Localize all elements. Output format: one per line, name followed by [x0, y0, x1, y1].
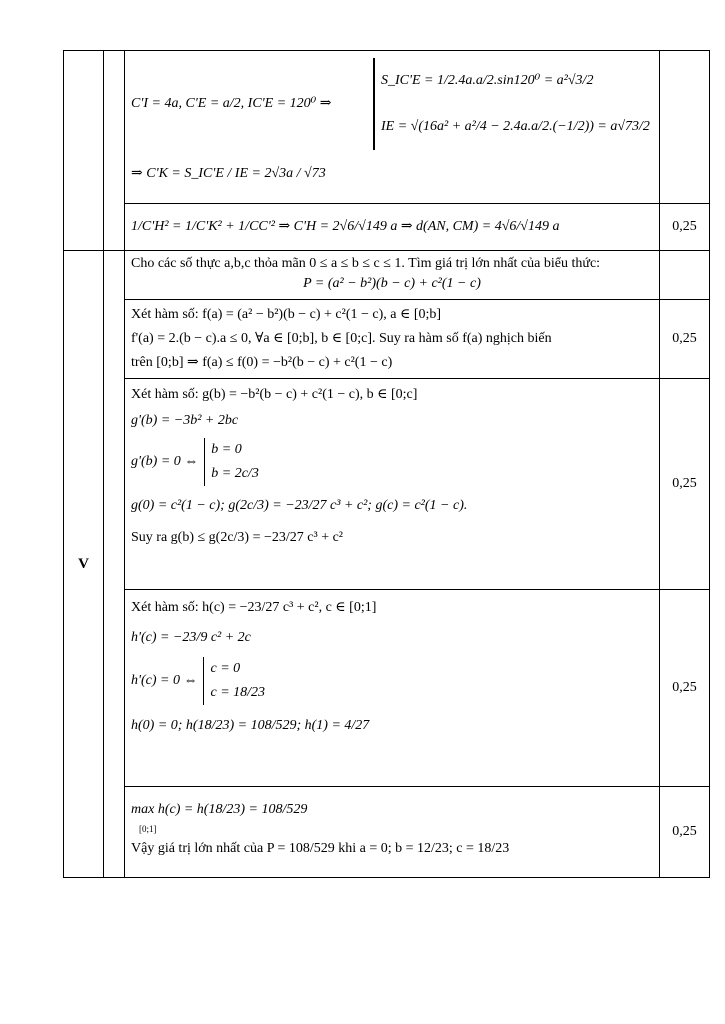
step-g-line1: Xét hàm số: g(b) = −b²(b − c) + c²(1 − c), b ∈ [0;c]	[131, 387, 418, 402]
score-cell: 0,25	[660, 590, 710, 787]
blank-cell	[104, 51, 125, 251]
problem-statement: Cho các số thực a,b,c thỏa mãn 0 ≤ a ≤ b ≤ c ≤ 1. Tìm giá trị lớn nhất của biểu thức:	[131, 256, 601, 271]
step-h-critical	[131, 657, 653, 705]
step-f-body	[125, 300, 660, 379]
distance-body	[125, 204, 660, 251]
step-max-body	[125, 787, 660, 878]
step-h-body	[125, 590, 660, 787]
step-g-bracket	[204, 438, 259, 486]
step-f-line2: f'(a) = 2.(b − c).a ≤ 0, ∀a ∈ [0;b], b ∈ [0;c]. Suy ra hàm số f(a) nghịch biến	[131, 331, 552, 346]
problem-body	[125, 251, 660, 300]
step-g-root1: b = 0	[211, 442, 242, 457]
step-g-line4: g(0) = c²(1 − c); g(2c/3) = −23/27 c³ + c²; g(c) = c²(1 − c).	[131, 498, 468, 513]
score-empty-2	[660, 251, 710, 300]
step-g-line5: Suy ra g(b) ≤ g(2c/3) = −23/27 c³ + c²	[131, 530, 343, 545]
row-step-f	[64, 300, 710, 379]
part-label: V	[64, 251, 104, 878]
step-h-root2: c = 18/23	[210, 685, 266, 700]
row-step-h	[64, 590, 710, 787]
distance-formula: 1/C'H² = 1/C'K² + 1/CC'² ⇒ C'H = 2√6/√149 a ⇒ d(AN, CM) = 4√6/√149 a	[131, 219, 560, 234]
score-cell: 0,25	[660, 300, 710, 379]
ie-formula: IE = √(16a² + a²/4 − 2.4a.a/2.(−1/2)) = a√73/2	[381, 119, 650, 134]
problem-expression: P = (a² − b²)(b − c) + c²(1 − c)	[303, 276, 481, 291]
step-max-line1	[131, 796, 653, 824]
geometry-given: C'I = 4a, C'E = a/2, IC'E = 120⁰ ⇒	[131, 96, 332, 111]
area-formula: S_IC'E = 1/2.4a.a/2.sin120⁰ = a²√3/2	[381, 73, 594, 88]
row-geometry-2	[64, 204, 710, 251]
step-h-line2: h'(c) = −23/9 c² + 2c	[131, 630, 251, 645]
step-f-line1: Xét hàm số: f(a) = (a² − b²)(b − c) + c²(1 − c), a ∈ [0;b]	[131, 307, 442, 322]
step-g-line3: g'(b) = 0 ⇔	[131, 454, 199, 469]
step-g-critical	[131, 438, 653, 486]
step-h-line3: h'(c) = 0 ⇔	[131, 673, 198, 688]
score-cell: 0,25	[660, 787, 710, 878]
area-system	[373, 58, 650, 150]
geometry-body	[125, 51, 660, 204]
step-h-line1: Xét hàm số: h(c) = −23/27 c³ + c², c ∈ [0;1]	[131, 600, 377, 615]
score-empty-1	[660, 51, 710, 204]
step-max-subscript: [0;1]	[139, 824, 157, 834]
row-step-max	[64, 787, 710, 878]
step-max-line2: Vậy giá trị lớn nhất của P = 108/529 khi a = 0; b = 12/23; c = 18/23	[131, 841, 510, 856]
step-max-formula: max h(c) = h(18/23) = 108/529	[131, 802, 308, 817]
row-problem	[64, 251, 710, 300]
answer-table	[63, 50, 710, 878]
ck-formula: ⇒ C'K = S_IC'E / IE = 2√3a / √73	[131, 166, 326, 181]
score-cell: 0,25	[660, 204, 710, 251]
row-step-g	[64, 379, 710, 590]
step-f-line3: trên [0;b] ⇒ f(a) ≤ f(0) = −b²(b − c) + c²(1 − c)	[131, 355, 393, 370]
part-cell-empty	[64, 51, 104, 251]
score-cell: 0,25	[660, 379, 710, 590]
blank-cell	[104, 251, 125, 878]
step-g-root2: b = 2c/3	[211, 466, 259, 481]
step-h-line4: h(0) = 0; h(18/23) = 108/529; h(1) = 4/27	[131, 718, 370, 733]
step-h-root1: c = 0	[210, 661, 241, 676]
step-h-bracket	[203, 657, 265, 705]
row-geometry-1	[64, 51, 710, 204]
step-g-body	[125, 379, 660, 590]
step-g-line2: g'(b) = −3b² + 2bc	[131, 413, 239, 428]
